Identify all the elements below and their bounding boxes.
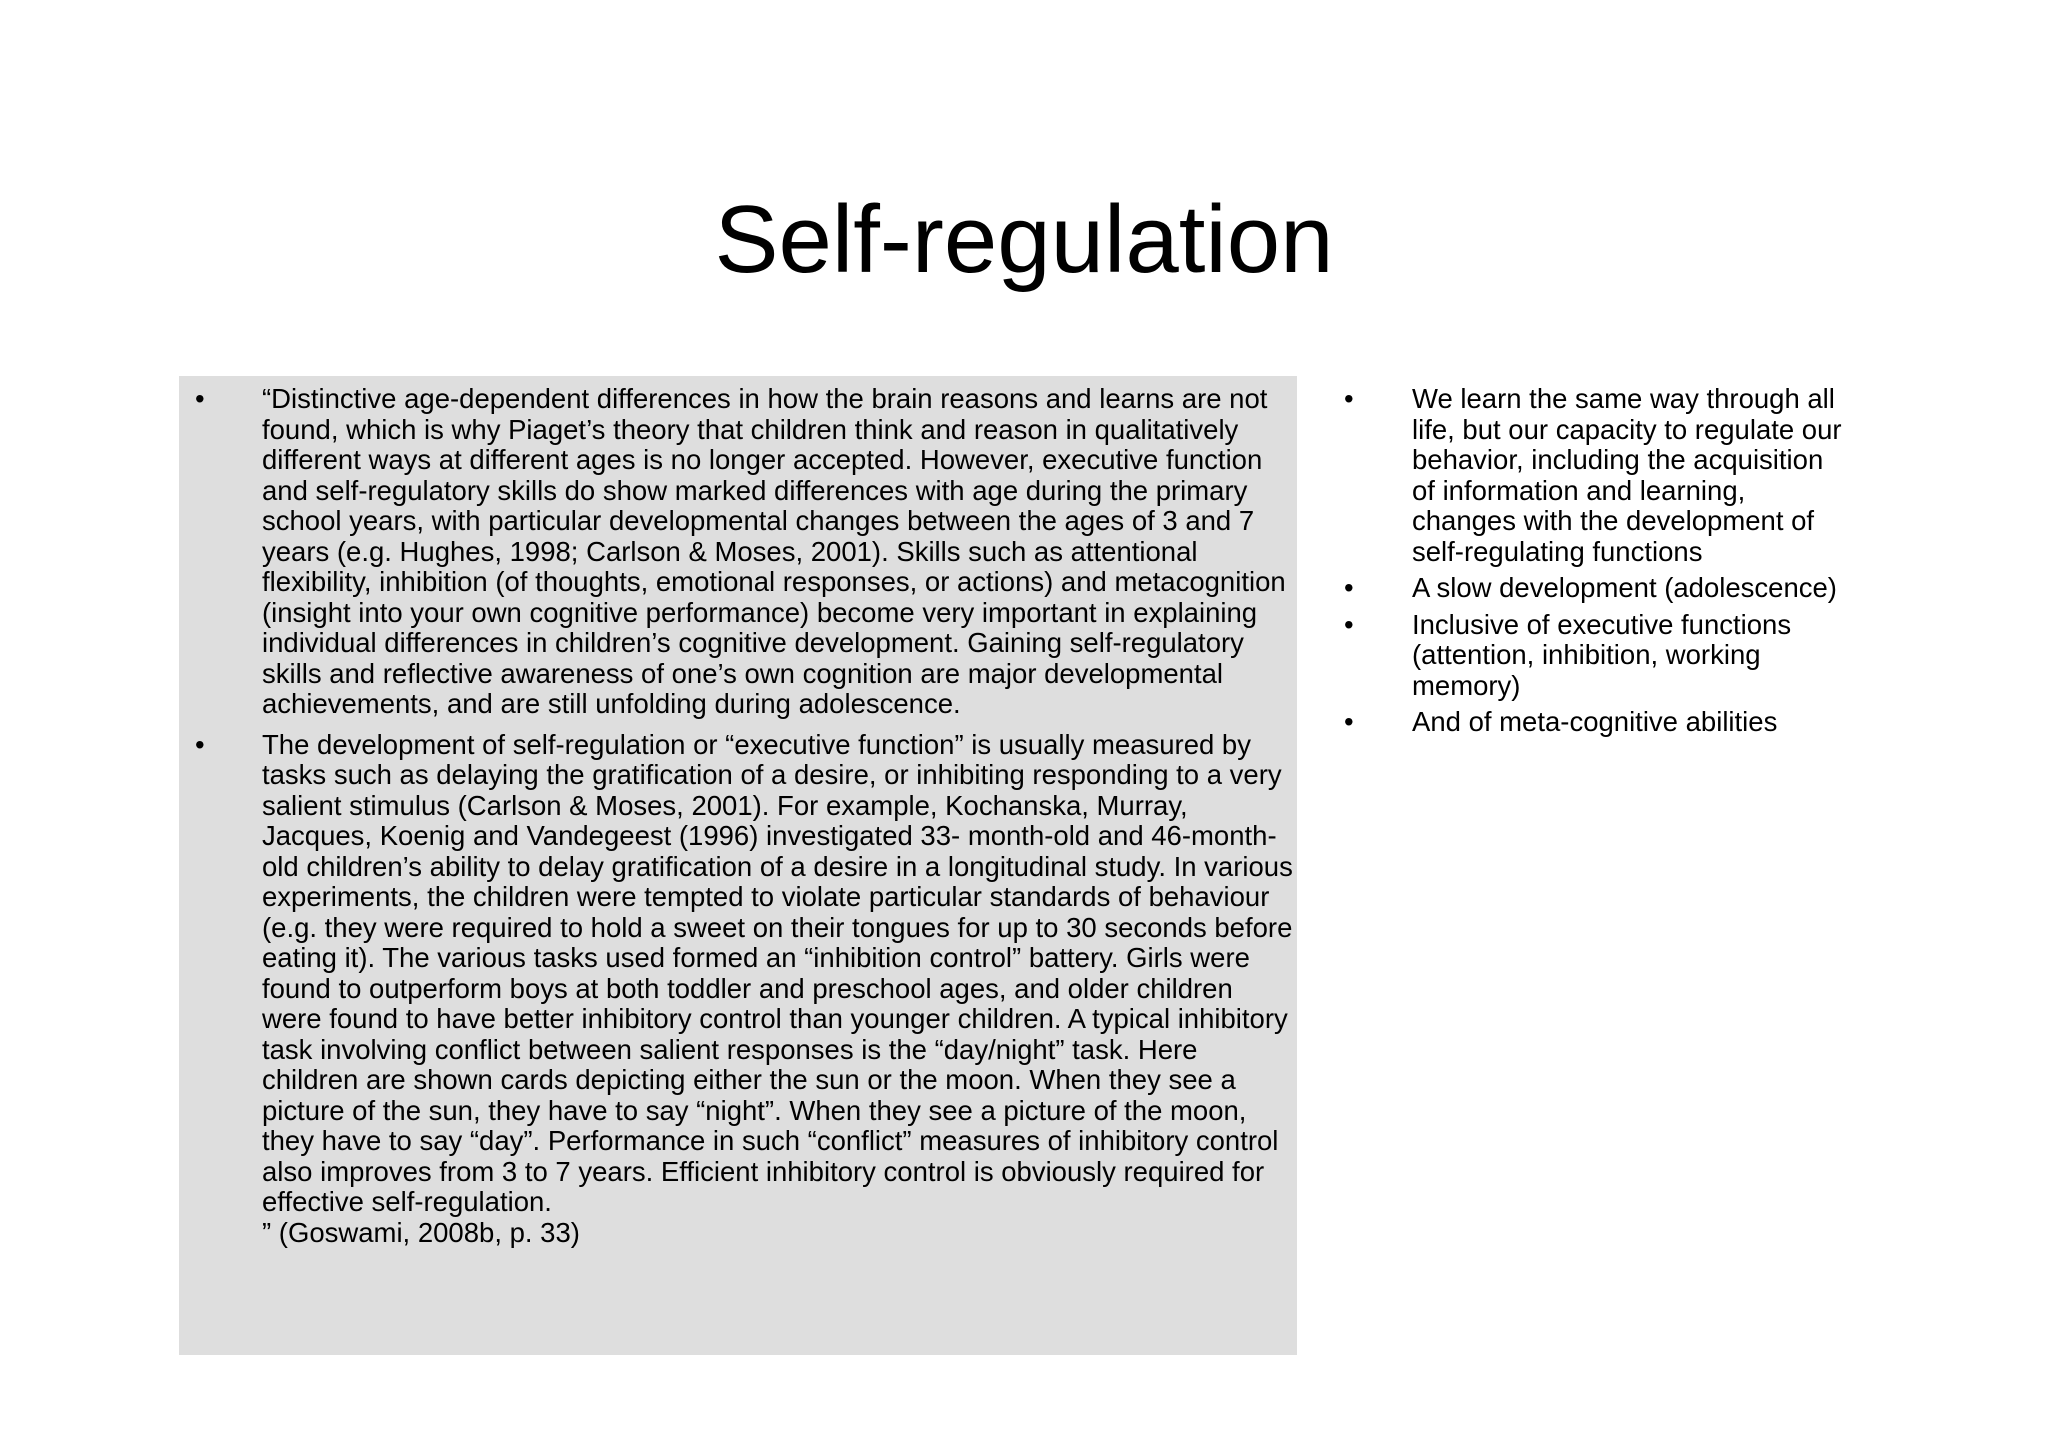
summary-bullet-item <box>1330 707 1850 738</box>
summary-bullet-item <box>1330 384 1850 567</box>
bullet-marker: • <box>195 383 205 414</box>
summary-column <box>1330 384 1850 744</box>
bullet-marker: • <box>1344 572 1354 603</box>
quote-paragraph-1: “Distinctive age-dependent differences in how the brain reasons and learns are not found, which is why Piaget’s theory that children think and reason in qualitatively different ways at different ages is no longer accepted. However, executive function and self-regulatory skills do show marked differences with age during the primary school years, with particular developmental changes between the ages of 3 and 7 years (e.g. Hughes, 1998; Carlson & Moses, 2001). Skills such as attentional flexibility, inhibition (of thoughts, emotional responses, or actions) and metacognition (insight into your own cognitive performance) become very important in explaining individual differences in children’s cognitive development. Gaining self-regulatory skills and reflective awareness of one’s own cognition are major developmental achievements, and are still unfolding during adolescence. <box>262 383 1286 719</box>
bullet-marker: • <box>1344 706 1354 737</box>
bullet-marker: • <box>1344 608 1354 640</box>
slide-title: Self-regulation <box>714 186 1334 293</box>
quote-bullet-item <box>179 730 1297 1249</box>
summary-text: Inclusive of executive functions (attention, inhibition, working memory) <box>1412 608 1792 701</box>
bullet-marker: • <box>195 728 205 760</box>
summary-text: A slow development (adolescence) <box>1412 572 1837 603</box>
summary-bullet-item <box>1330 573 1850 604</box>
quote-citation: ” (Goswami, 2008b, p. 33) <box>262 1216 580 1248</box>
summary-text: We learn the same way through all life, but our capacity to regulate our behavior, including the acquisition of information and learning, changes with the development of self-regulating functions <box>1412 383 1842 567</box>
quote-bullet-item <box>179 384 1297 720</box>
summary-text: And of meta-cognitive abilities <box>1412 706 1778 737</box>
bullet-marker: • <box>1344 383 1354 414</box>
quote-panel <box>179 376 1297 1355</box>
summary-bullet-list <box>1330 384 1850 738</box>
quote-bullet-list <box>179 384 1297 1258</box>
quote-paragraph-2: The development of self-regulation or “executive function” is usually measured by tasks such as delaying the gratification of a desire, or inhibiting responding to a very salient stimulus (Carlson & Moses, 2001). For example, Kochanska, Murray, Jacques, Koenig and Vandegeest (1996) investigated 33- month-old and 46-month-old children’s ability to delay gratification of a desire in a longitudinal study. In various experiments, the children were tempted to violate particular standards of behaviour (e.g. they were required to hold a sweet on their tongues for up to 30 seconds before eating it). The various tasks used formed an “inhibition control” battery. Girls were found to outperform boys at both toddler and preschool ages, and older children were found to have better inhibitory control than younger children. A typical inhibitory task involving conflict between salient responses is the “day/night” task. Here children are shown cards depicting either the sun or the moon. When they see a picture of the sun, they have to say “night”. When they see a picture of the moon, they have to say “day”. Performance in such “conflict” measures of inhibitory control also improves from 3 to 7 years. Efficient inhibitory control is obviously required for effective self-regulation. <box>262 728 1293 1217</box>
summary-bullet-item <box>1330 610 1850 702</box>
